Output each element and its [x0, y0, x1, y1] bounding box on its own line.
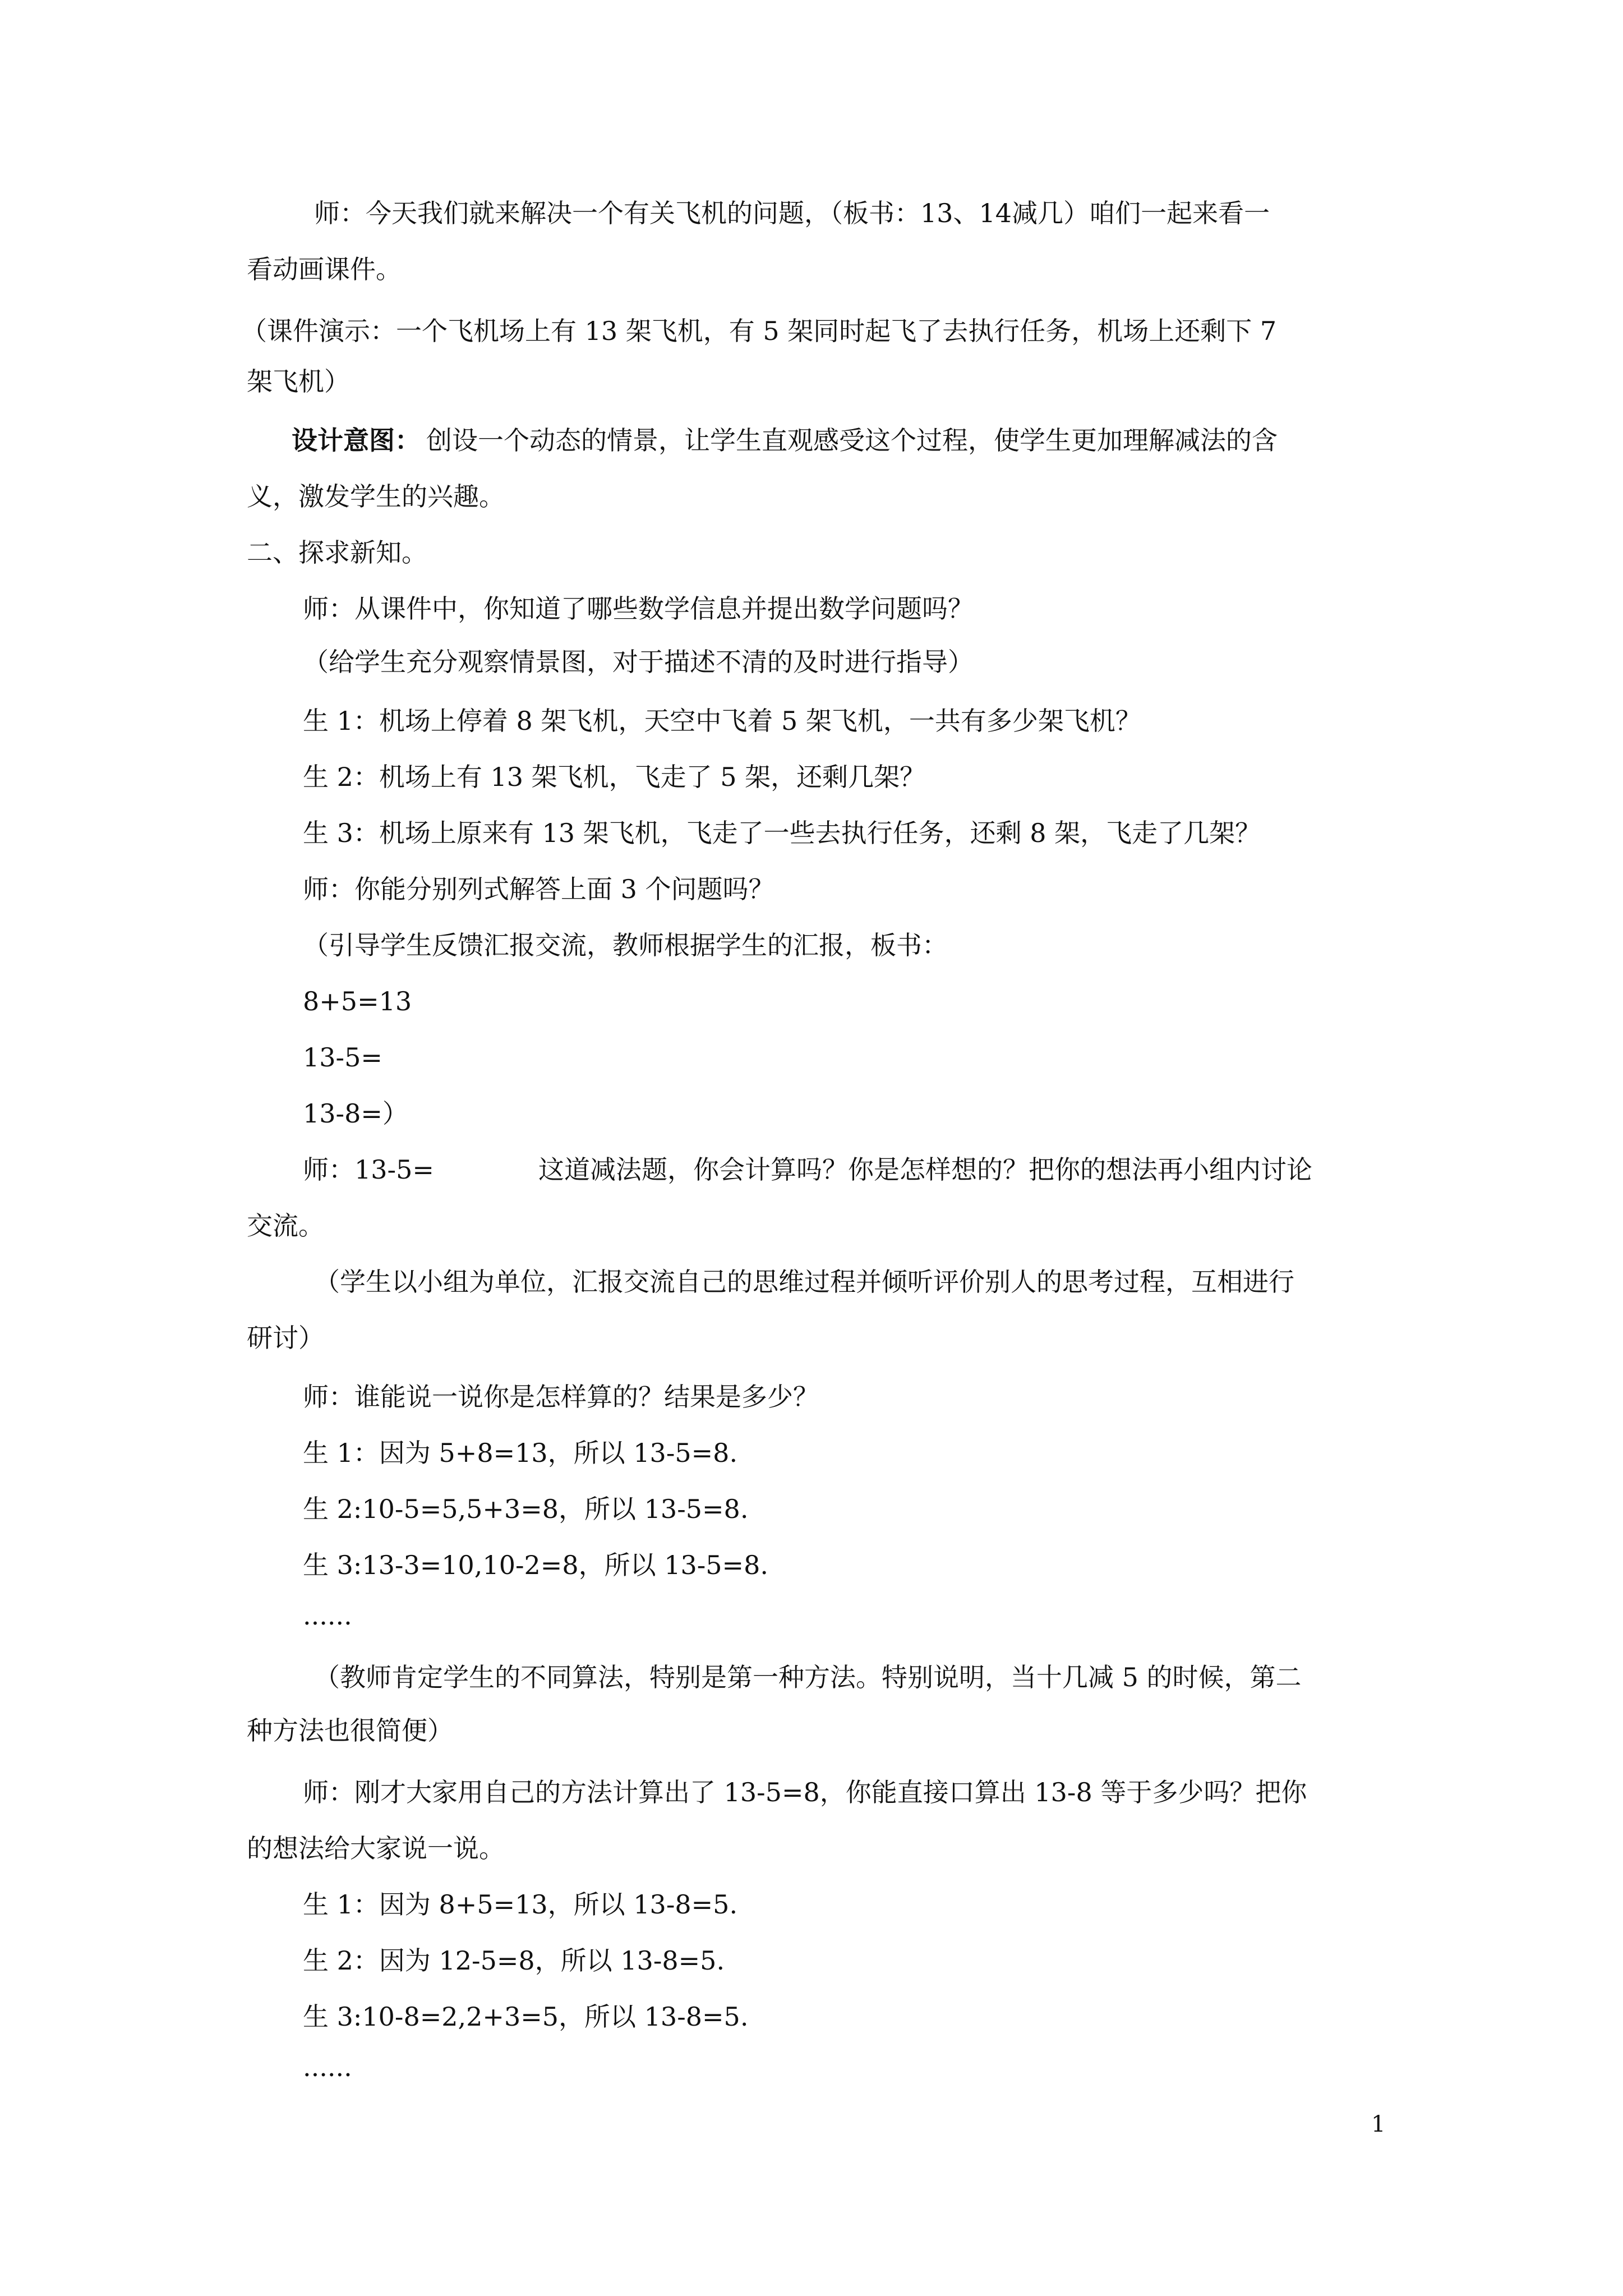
text-line: 这道减法题，你会计算吗？你是怎样想的？把你的想法再小组内讨论	[538, 1154, 1312, 1185]
text-line: 义，激发学生的兴趣。	[247, 481, 505, 512]
text-line: 生 1：因为 5+8=13，所以 13-5=8.	[303, 1438, 738, 1468]
text-line: （引导学生反馈汇报交流，教师根据学生的汇报，板书：	[303, 930, 948, 960]
text-line: 生 3:10-8=2,2+3=5，所以 13-8=5.	[303, 2001, 749, 2032]
text-line: 研讨）	[247, 1323, 324, 1353]
text-line: 生 3：机场上原来有 13 架飞机，飞走了一些去执行任务，还剩 8 架，飞走了几架？	[303, 818, 1261, 848]
text-line: 种方法也很简便）	[247, 1715, 453, 1746]
text-line: （课件演示：一个飞机场上有 13 架飞机，有 5 架同时起飞了去执行任务，机场上还剩下 7	[241, 316, 1277, 346]
text-line: 生 2：因为 12-5=8，所以 13-8=5.	[303, 1945, 725, 1976]
text-line: 交流。	[247, 1211, 324, 1241]
section-heading: 二、探求新知。	[247, 537, 427, 568]
text-line: （教师肯定学生的不同算法，特别是第一种方法。特别说明，当十几减 5 的时候，第二	[314, 1662, 1302, 1692]
text-line: 创设一个动态的情景，让学生直观感受这个过程，使学生更加理解减法的含	[426, 425, 1278, 455]
text-line: 看动画课件。	[247, 254, 402, 284]
equation-line: 13-8=）	[303, 1098, 408, 1129]
equation-line: 13-5=	[303, 1042, 382, 1073]
equation-line: 8+5=13	[303, 986, 412, 1016]
text-line: 生 1：因为 8+5=13，所以 13-8=5.	[303, 1889, 738, 1920]
text-line: 架飞机）	[247, 366, 350, 397]
text-line: 师：13-5=	[303, 1154, 434, 1185]
text-line: 生 2:10-5=5,5+3=8，所以 13-5=8.	[303, 1494, 749, 1524]
ellipsis-line: ......	[303, 2052, 352, 2082]
text-line: 师：你能分别列式解答上面 3 个问题吗？	[303, 874, 774, 904]
text-line: 生 2：机场上有 13 架飞机，飞走了 5 架，还剩几架？	[303, 762, 926, 792]
text-line: 师：刚才大家用自己的方法计算出了 13-5=8，你能直接口算出 13-8 等于多少吗？把你	[303, 1777, 1307, 1807]
text-line: 师：谁能说一说你是怎样算的？结果是多少？	[303, 1382, 819, 1412]
text-line: 生 1：机场上停着 8 架飞机，天空中飞着 5 架飞机，一共有多少架飞机？	[303, 706, 1141, 736]
text-line: （学生以小组为单位，汇报交流自己的思维过程并倾听评价别人的思考过程，互相进行	[314, 1267, 1294, 1297]
text-line: 师：今天我们就来解决一个有关飞机的问题，（板书：13、14减几）咱们一起来看一	[314, 198, 1270, 228]
text-line: （给学生充分观察情景图，对于描述不清的及时进行指导）	[303, 647, 974, 677]
text-line: 师：从课件中，你知道了哪些数学信息并提出数学问题吗？	[303, 593, 974, 624]
page-number: 1	[1371, 2111, 1386, 2137]
text-line: 生 3:13-3=10,10-2=8，所以 13-5=8.	[303, 1550, 768, 1580]
design-intent-label: 设计意图：	[292, 425, 421, 455]
ellipsis-line: ......	[303, 1600, 352, 1631]
text-line: 的想法给大家说一说。	[247, 1833, 505, 1864]
